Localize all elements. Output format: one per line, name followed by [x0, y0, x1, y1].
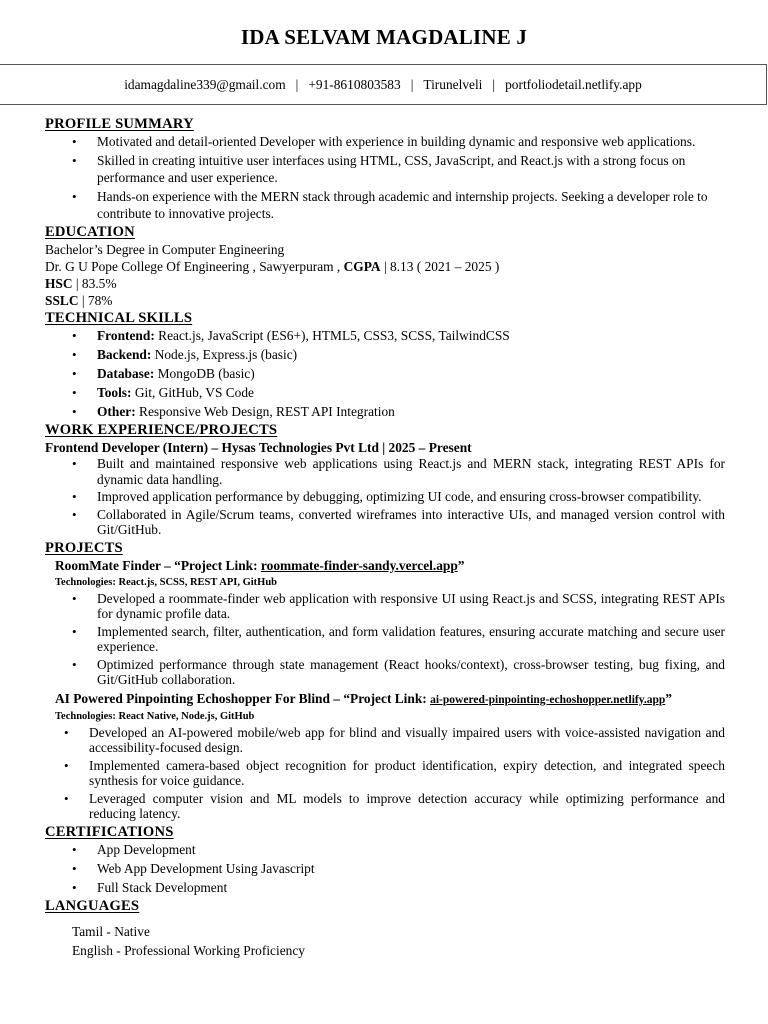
contact-separator: |: [410, 77, 414, 92]
list-item: [97, 365, 725, 382]
section-title-profile: PROFILE SUMMARY: [45, 116, 194, 132]
experience-role: Frontend Developer (Intern) – Hysas Technologies Pvt Ltd | 2025 – Present: [45, 440, 472, 455]
project-title-prefix: RoomMate Finder – “Project Link:: [55, 557, 261, 573]
education-degree: Bachelor’s Degree in Computer Engineering: [45, 242, 285, 257]
section-title-projects: PROJECTS: [45, 539, 123, 556]
contact-location: Tirunelveli: [423, 77, 483, 92]
list-item: • Leveraged computer vision and ML models to improve detection accuracy while optimizing performance and reducing latency.: [89, 791, 725, 822]
list-item: • App Development: [97, 841, 725, 858]
skill-value: Responsive Web Design, REST API Integration: [139, 404, 395, 419]
project-title: [45, 690, 725, 709]
skill-label: Database:: [97, 366, 155, 381]
list-item: • Skilled in creating intuitive user interfaces using HTML, CSS, JavaScript, and React.js with a strong focus on performance and user experience.: [97, 152, 725, 186]
list-item: • Optimized performance through state management (React hooks/context), cross-browser testing, bug fixing, and Git/GitHub collaboration.: [97, 657, 725, 688]
list-item: • Implemented camera-based object recognition for product identification, expiry detection, and integrated speech synthesis for voice guidance.: [89, 758, 725, 789]
contact-separator: |: [295, 77, 299, 92]
resume-name: IDA SELVAM MAGDALINE J: [240, 25, 528, 49]
list-item: • Motivated and detail-oriented Developer with experience in building dynamic and responsive web applications.: [97, 133, 725, 150]
project-link[interactable]: ai-powered-pinpointing-echoshopper.netlify.app: [430, 693, 666, 706]
project-title-suffix: ”: [665, 690, 672, 706]
contact-email: idamagdaline339@gmail.com: [124, 77, 286, 92]
list-item: • Developed an AI-powered mobile/web app for blind and visually impaired users with voice-assisted navigation and accessibility-focused design.: [89, 725, 725, 756]
list-item: • Web App Development Using Javascript: [97, 860, 725, 877]
section-title-languages: LANGUAGES: [45, 897, 140, 914]
language-item: Tamil - Native: [72, 923, 150, 939]
list-item: • Hands-on experience with the MERN stack through academic and internship projects. Seeking a developer role to contribute to innovative projects.: [97, 188, 725, 222]
contact-portfolio: portfoliodetail.netlify.app: [505, 77, 642, 92]
list-item: [97, 346, 725, 363]
project-title: [45, 557, 725, 575]
section-title-skills: TECHNICAL SKILLS: [45, 310, 193, 326]
list-item: • Full Stack Development: [97, 879, 725, 896]
certifications-list: [45, 841, 725, 896]
skill-value: Node.js, Express.js (basic): [154, 347, 298, 362]
profile-list: [45, 133, 725, 222]
education-sslc: [45, 292, 725, 309]
experience-list: [45, 456, 725, 538]
skill-value: React.js, JavaScript (ES6+), HTML5, CSS3, SCSS, TailwindCSS: [158, 328, 510, 343]
skill-label: Backend:: [97, 347, 152, 362]
contact-separator: |: [492, 77, 496, 92]
list-item: • Built and maintained responsive web applications using React.js and MERN stack, integrating REST APIs for dynamic data handling.: [97, 456, 725, 487]
project-technologies: Technologies: React.js, SCSS, REST API, GitHub: [55, 576, 277, 588]
list-item: [97, 327, 725, 344]
hsc-value: | 83.5%: [75, 276, 117, 291]
list-item: • Improved application performance by debugging, optimizing UI code, and ensuring cross-browser compatibility.: [97, 489, 725, 505]
cgpa-label: CGPA: [343, 259, 381, 274]
project-list: [45, 591, 725, 688]
contact-bar: [0, 64, 767, 105]
project-title-prefix: AI Powered Pinpointing Echoshopper For Blind – “Project Link:: [55, 690, 431, 706]
skill-value: Git, GitHub, VS Code: [134, 385, 255, 400]
project-link[interactable]: roommate-finder-sandy.vercel.app: [260, 557, 458, 573]
project-title-suffix: ”: [457, 557, 465, 573]
education-college: [45, 258, 725, 275]
contact-phone: +91-8610803583: [308, 77, 401, 92]
sslc-value: | 78%: [81, 293, 113, 308]
skill-label: Frontend:: [97, 328, 155, 343]
list-item: [97, 403, 725, 420]
project-list: [45, 725, 725, 822]
resume-body: [45, 115, 725, 960]
skill-label: Tools:: [97, 385, 132, 400]
section-title-education: EDUCATION: [45, 224, 135, 240]
cgpa-value: | 8.13 ( 2021 – 2025 ): [383, 259, 500, 274]
sslc-label: SSLC: [45, 293, 79, 308]
list-item: • Collaborated in Agile/Scrum teams, converted wireframes into interactive UIs, and managed version control with Git/GitHub.: [97, 507, 725, 538]
section-title-experience: WORK EXPERIENCE/PROJECTS: [45, 422, 278, 438]
skill-label: Other:: [97, 404, 136, 419]
list-item: [97, 384, 725, 401]
college-name: Dr. G U Pope College Of Engineering , Sawyerpuram ,: [45, 259, 341, 274]
section-title-certifications: CERTIFICATIONS: [45, 823, 174, 840]
skill-value: MongoDB (basic): [157, 366, 255, 381]
language-item: English - Professional Working Proficiency: [72, 942, 305, 958]
list-item: • Implemented search, filter, authentication, and form validation features, ensuring accurate matching and secure user experience.: [97, 624, 725, 655]
education-hsc: [45, 275, 725, 292]
list-item: • Developed a roommate-finder web application with responsive UI using React.js and SCSS, integrating REST APIs for dynamic profile data.: [97, 591, 725, 622]
skills-list: [45, 327, 725, 420]
project-technologies: Technologies: React Native, Node.js, GitHub: [55, 710, 255, 722]
hsc-label: HSC: [45, 276, 73, 291]
